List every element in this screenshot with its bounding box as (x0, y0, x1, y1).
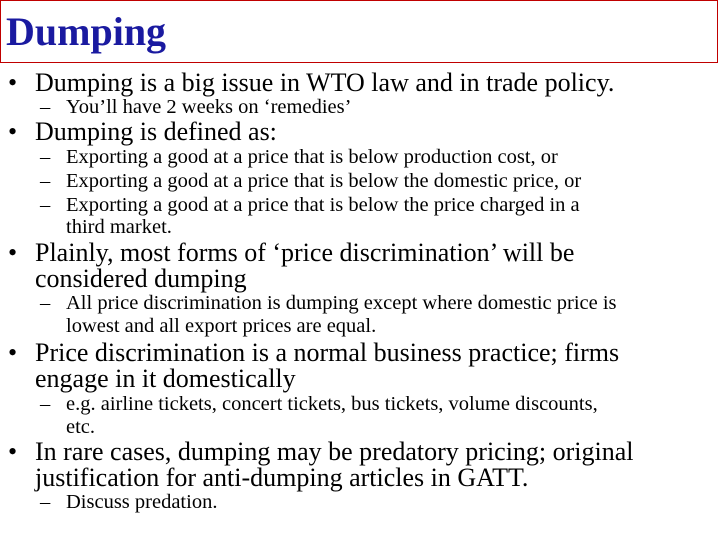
bullet-text: Price discrimination is a normal business practice; firms (35, 338, 620, 367)
sub-bullet-dash: – (40, 96, 51, 118)
sub-bullet-dash: – (40, 146, 51, 168)
sub-bullet-text: You’ll have 2 weeks on ‘remedies’ (66, 96, 352, 118)
sub-bullet-text: Exporting a good at a price that is below the domestic price, or (66, 170, 582, 192)
bullet-text: In rare cases, dumping may be predatory pricing; original (35, 437, 634, 466)
sub-bullet-text: Exporting a good at a price that is below the price charged in a (66, 194, 580, 216)
sub-bullet-dash: – (40, 393, 51, 415)
sub-bullet-dash: – (40, 491, 51, 513)
bullet-dot: • (8, 238, 18, 267)
sub-bullet-text: Exporting a good at a price that is below production cost, or (66, 146, 558, 168)
bullet-dot: • (8, 68, 18, 97)
sub-bullet-text: e.g. airline tickets, concert tickets, bus tickets, volume discounts, (66, 393, 598, 415)
bullet-continuation: engage in it domestically (35, 364, 296, 393)
bullet-text: Dumping is defined as: (35, 117, 277, 146)
sub-bullet-dash: – (40, 194, 51, 216)
sub-bullet-dash: – (40, 292, 51, 314)
sub-bullet-dash: – (40, 170, 51, 192)
bullet-dot: • (8, 437, 18, 466)
sub-bullet-text: All price discrimination is dumping except where domestic price is (66, 292, 617, 314)
bullet-continuation: justification for anti-dumping articles in GATT. (35, 463, 529, 492)
bullet-continuation: considered dumping (35, 264, 247, 293)
slide-title: Dumping (6, 9, 167, 54)
sub-bullet-text: Discuss predation. (66, 491, 218, 513)
bullet-dot: • (8, 117, 18, 146)
bullet-text: Dumping is a big issue in WTO law and in trade policy. (35, 68, 615, 97)
sub-bullet-continuation: third market. (66, 216, 172, 238)
bullet-text: Plainly, most forms of ‘price discrimination’ will be (35, 238, 575, 267)
sub-bullet-continuation: etc. (66, 416, 96, 438)
sub-bullet-continuation: lowest and all export prices are equal. (66, 315, 377, 337)
bullet-dot: • (8, 338, 18, 367)
